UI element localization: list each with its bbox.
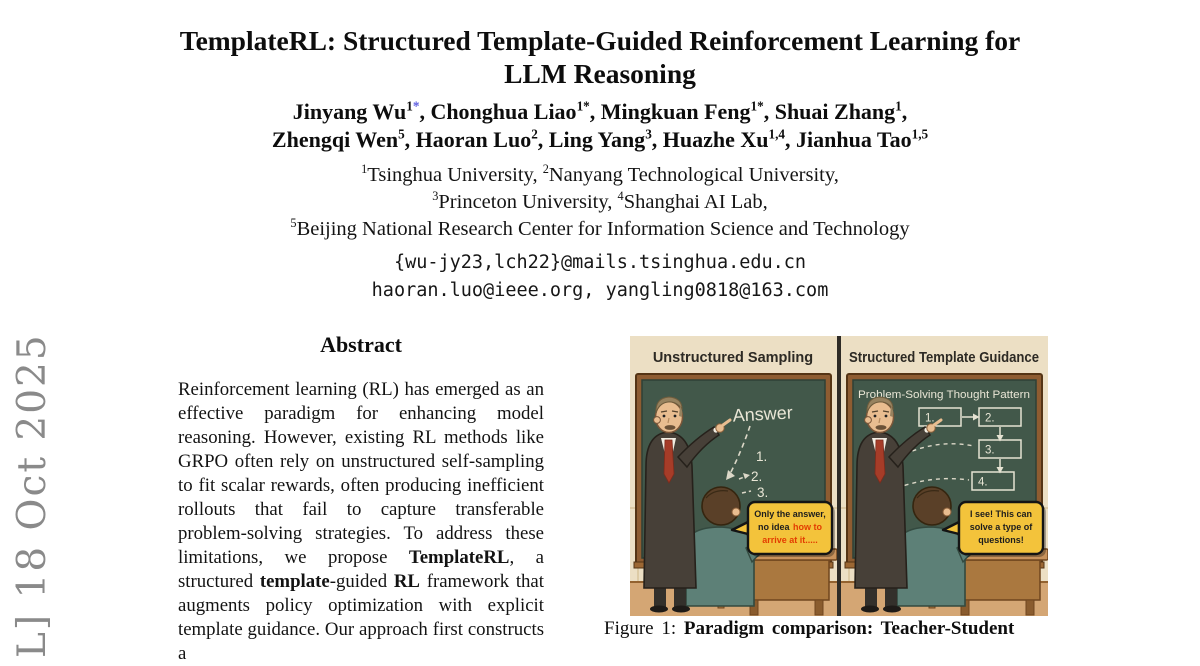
figure-panel-left bbox=[630, 336, 837, 616]
bubble-text-line: I see! This can bbox=[969, 509, 1033, 519]
chalk-step: 3. bbox=[757, 485, 769, 500]
author: Zhengqi Wen$^5$, bbox=[271, 126, 416, 152]
affiliation-line: $^1$Tsinghua University, $^2$Nanyang Technological University, bbox=[361, 162, 839, 186]
speech-bubble-left bbox=[732, 502, 835, 557]
author: Chonghua Liao$^{1*}$, bbox=[430, 98, 601, 124]
contact-emails bbox=[0, 249, 1200, 304]
bubble-text-line: solve a type of bbox=[969, 522, 1033, 532]
panel-title-left: Unstructured Sampling bbox=[652, 350, 814, 366]
author-row-2 bbox=[0, 126, 1200, 154]
chalk-step: 2. bbox=[751, 469, 763, 484]
footnote-star: * bbox=[583, 98, 590, 114]
author: Jianhua Tao$^{1,5}$ bbox=[796, 126, 929, 152]
abstract-text: Reinforcement learning (RL) has emerged as an effective paradigm for enhancing model reasoning. However, existing RL methods like GRPO often rely on unstructured self-sampling to fit scalar rewards, often producing inefficient rollouts that fail to capture transferable problem-solving strategies. To address these limitations, we propose TemplateRL, a structured template-guided RL framework that augments policy optimization with explicit template guidance. Our approach first constructs a bbox=[178, 379, 544, 664]
figure-1-illustration bbox=[630, 336, 1048, 616]
author-list bbox=[0, 98, 1200, 154]
chalk-answer-word: Answer bbox=[732, 402, 794, 426]
author: Mingkuan Feng$^{1*}$, bbox=[600, 98, 775, 124]
flow-box-label: 2. bbox=[985, 412, 995, 425]
figure-caption: Figure 1: Paradigm comparison: Teacher-Student bbox=[604, 618, 1015, 639]
flow-box-label: 1. bbox=[925, 412, 935, 425]
abstract-heading: Abstract bbox=[320, 332, 402, 357]
arxiv-watermark: L] 18 Oct 2025 bbox=[10, 333, 55, 658]
affiliation-line: $^5$Beijing National Research Center for Information Science and Technology bbox=[290, 216, 910, 240]
chalk-step: 1. bbox=[756, 449, 768, 464]
email-line: haoran.luo@ieee.org, yangling0818@163.com bbox=[371, 279, 829, 301]
footnote-star: * bbox=[412, 98, 420, 114]
bubble-text-line: no idea how to bbox=[757, 522, 823, 532]
figure-panel-right bbox=[841, 336, 1048, 616]
paper-title bbox=[0, 25, 1200, 90]
flow-box-label: 3. bbox=[985, 444, 995, 457]
bubble-text-line: arrive at it..... bbox=[762, 535, 818, 545]
author-row-1 bbox=[0, 98, 1200, 126]
affiliation-line: $^3$Princeton University, $^4$Shanghai AI Lab, bbox=[432, 189, 768, 213]
abstract-section bbox=[178, 332, 544, 666]
author: Huazhe Xu$^{1,4}$, bbox=[662, 126, 797, 152]
bubble-text-line: questions! bbox=[978, 535, 1024, 545]
author: Ling Yang$^3$, bbox=[548, 126, 663, 152]
speech-bubble-right bbox=[943, 502, 1046, 557]
chalk-board-title: Problem-Solving Thought Pattern bbox=[858, 389, 1030, 401]
footnote-star: * bbox=[757, 98, 764, 114]
panel-divider bbox=[837, 336, 841, 616]
paper-title-line1: TemplateRL: Structured Template-Guided Reinforcement Learning for bbox=[179, 25, 1021, 56]
flow-box-label: 4. bbox=[978, 476, 988, 489]
author: Haoran Luo$^2$, bbox=[415, 126, 549, 152]
author: Shuai Zhang$^1$, bbox=[774, 98, 908, 124]
panel-title-right: Structured Template Guidance bbox=[849, 350, 1039, 366]
paper-title-line2: LLM Reasoning bbox=[504, 57, 696, 89]
affiliation-list bbox=[0, 162, 1200, 243]
bubble-text-line: Only the answer, bbox=[754, 509, 826, 519]
author: Jinyang $Wu^{1*}$, bbox=[292, 98, 431, 124]
email-line: {wu-jy23,lch22}@mails.tsinghua.edu.cn bbox=[393, 252, 807, 273]
